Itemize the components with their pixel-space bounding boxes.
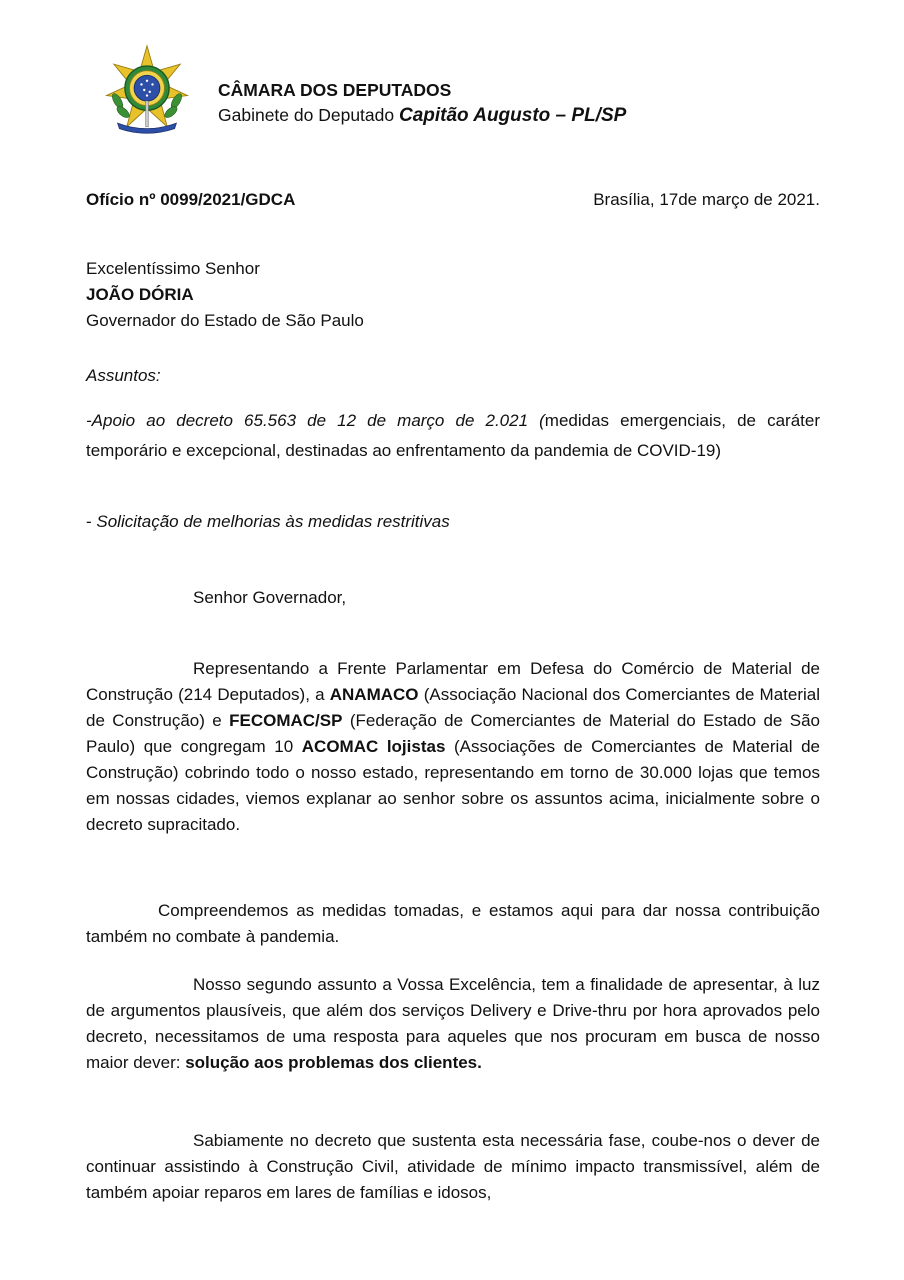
paragraph-1-text-d: (Associações de Comerciantes de Material de Construção) cobrindo todo o nosso estado, representando em torno de 30.000 lojas que temos em nossas cidades, viemos explanar ao senhor sobre os assuntos acima, inicialmente sobre o decreto supracitado. [86,737,821,834]
subject-1-description: medidas emergenciais, de caráter temporário e excepcional, destinadas ao enfrentamento da pandemia de COVID-19) [86,411,820,460]
subjects-label: Assuntos: [86,366,161,385]
greeting: Senhor Governador, [193,588,347,607]
org-fecomac: FECOMAC/SP [229,711,343,730]
paragraph-2: Compreendemos as medidas tomadas, e estamos aqui para dar nossa contribuição também no combate à pandemia. [86,901,820,946]
paragraph-1 [86,656,820,838]
subject-item-1 [86,406,820,466]
addressee-title: Governador do Estado de São Paulo [86,311,364,330]
coat-of-arms-seal [100,44,194,136]
addressee-salutation: Excelentíssimo Senhor [86,259,260,278]
addressee-block [86,256,364,334]
subject-2-text: Solicitação de melhorias às medidas restritivas [96,512,450,531]
institution-name: CÂMARA DOS DEPUTADOS [218,80,452,100]
org-anamaco: ANAMACO [329,685,419,704]
office-prefix: Gabinete do Deputado [218,105,399,125]
office-line [218,103,626,128]
paragraph-3-emphasis: solução aos problemas dos clientes. [185,1053,482,1072]
paragraph-1-text-a: Representando a Frente Parlamentar em Defesa do Comércio de Material de Construção (214 Deputados), a [86,659,820,704]
subject-1-decree: -Apoio ao decreto 65.563 de 12 de março de 2.021 ( [86,411,545,430]
paragraph-1-text-b: (Associação Nacional dos Comerciantes de Material de Construção) e [86,685,820,730]
deputy-name: Capitão Augusto – PL/SP [398,105,627,126]
paragraph-1-text-c: (Federação de Comerciantes de Material do Estado de São Paulo) que congregam 10 [86,711,820,756]
document-date: Brasília, 17de março de 2021. [593,190,820,209]
addressee-name: JOÃO DÓRIA [86,285,194,304]
paragraph-4: Sabiamente no decreto que sustenta esta necessária fase, coube-nos o dever de continuar assistindo à Construção Civil, atividade de mínimo impacto transmissível, além de também apoiar reparos em lares de famílias e idosos, [86,1131,820,1202]
paragraph-3 [86,972,820,1076]
paragraph-3-text: Nosso segundo assunto a Vossa Excelência, tem a finalidade de apresentar, à luz de argumentos plausíveis, que além dos serviços Delivery e Drive-thru por hora aprovados pelo decreto, necessitamos de uma resposta para aqueles que nos procuram em busca de nosso maior dever: [86,975,820,1072]
document-reference: Ofício nº 0099/2021/GDCA [86,190,296,209]
letterhead [218,78,626,128]
subject-item-2 [86,512,820,532]
subject-2-prefix: - [86,512,97,531]
org-acomac: ACOMAC lojistas [301,737,446,756]
